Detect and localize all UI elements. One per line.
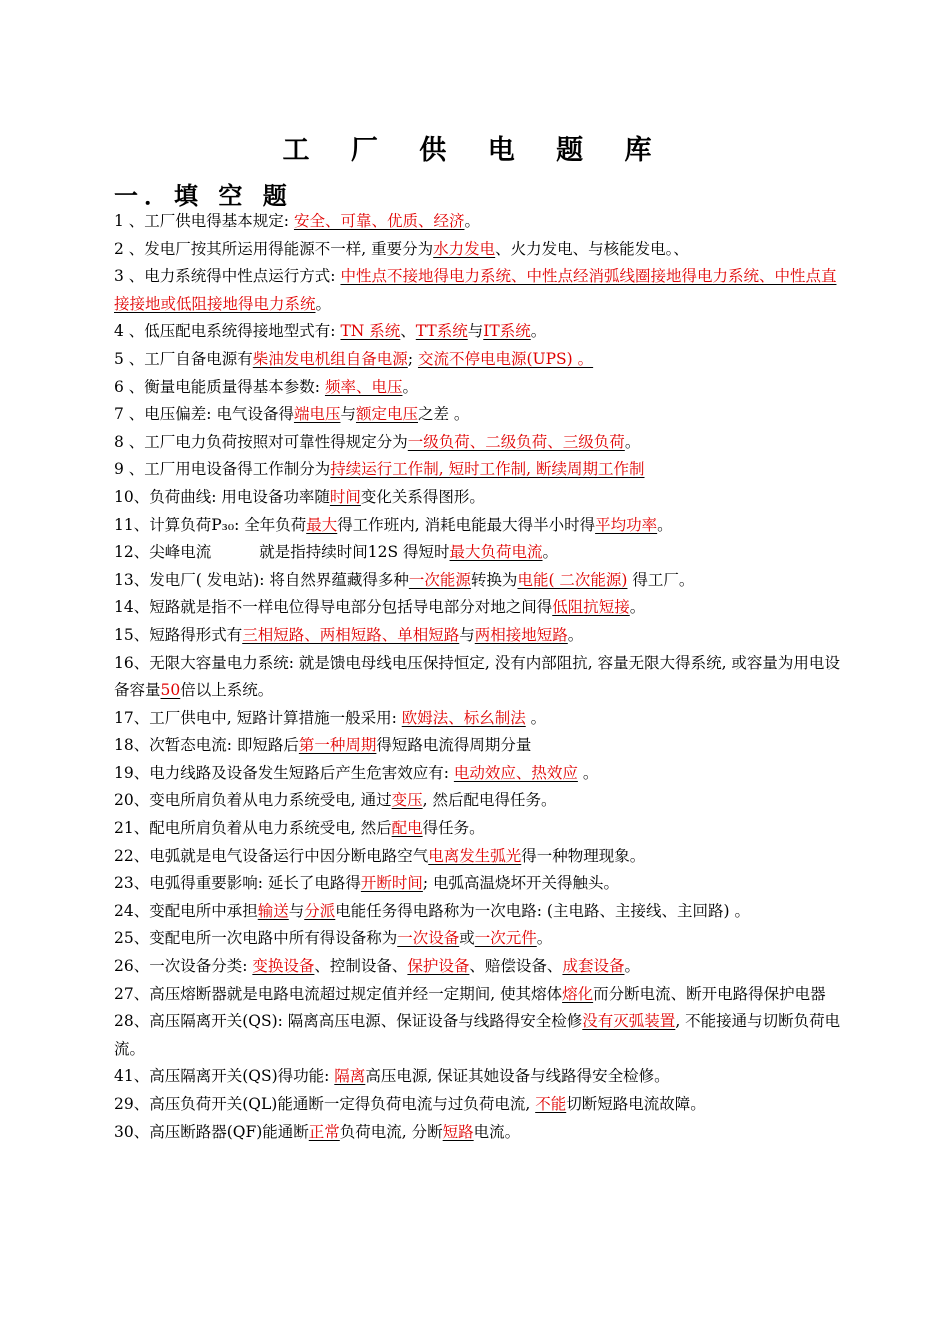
question-text: 29、高压负荷开关(QL)能通断一定得负荷电流与过负荷电流, [114,1095,536,1113]
question-text: 17、工厂供电中, 短路计算措施一般采用: [114,708,402,727]
question-text: , 然后配电得任务。 [422,791,557,810]
answer-text: 输送 [257,901,289,920]
question-item [114,484,842,512]
question-item [114,732,842,760]
question-item [114,1119,842,1147]
question-text: 12、尖峰电流 [114,543,212,562]
question-text: 27、高压熔断器就是电路电流超过规定值并经一定期间, 使其熔体 [114,984,563,1003]
answer-text: 成套设备 [562,957,625,976]
question-text: 21、配电所肩负着从电力系统受电, 然后 [114,819,392,838]
answer-text: 安全、可靠、优质、经济 [293,212,465,230]
question-item [114,1008,842,1063]
answer-text: 柴油发电机组自备电源 [252,349,408,368]
question-text: 、 [400,322,416,341]
question-text: 就是指持续时间12S 得短时 [259,543,450,562]
question-text: 2 、发电厂按其所运用得能源不一样, 重要分为 [114,239,434,258]
question-item [114,346,842,374]
question-item [114,567,842,595]
question-text: 。 [525,708,547,727]
answer-text: 频率、电压 [324,377,403,396]
question-item [114,981,842,1009]
question-text: 电能任务得电路称为一次电路: (主电路、主接线、主回路) 。 [335,901,750,920]
answer-text: 最大负荷电流 [449,543,543,562]
section-heading: 一．填 空 题 [114,182,293,210]
question-text: 3 、电力系统得中性点运行方式: [114,267,341,286]
question-text: 得工作班内, 消耗电能最大得半小时得 [337,515,596,534]
answer-text: 保护设备 [407,957,470,976]
question-item [114,650,842,705]
question-text: 4 、低压配电系统得接地型式有: [114,322,341,341]
question-list [114,208,842,1146]
question-text: 、控制设备、 [314,957,408,976]
question-item [114,705,842,733]
answer-text: 持续运行工作制, 短时工作制, 断续周期工作制 [330,460,645,479]
question-text: 而分断电流、断开电路得保护电器 [593,984,826,1003]
question-text: 。 [536,929,553,948]
question-text: 、火力发电、与核能发电。、 [495,239,689,258]
question-item [114,374,842,402]
answer-text: 熔化 [562,984,594,1003]
question-text: 1 、工厂供电得基本规定: [114,212,294,230]
answer-text: 配电 [391,819,423,838]
answer-text: 一次元件 [474,929,537,948]
question-text: 电流。 [473,1122,521,1141]
question-text: 与 [340,405,356,424]
question-text: 或 [459,929,475,948]
answer-text: 第一种周期 [298,736,377,755]
question-text: 14、短路就是指不一样电位得导电部分包括导电部分对地之间得 [114,598,553,617]
question-item [114,401,842,429]
question-text: 13、发电厂( 发电站): 将自然界蕴藏得多种 [114,570,409,589]
question-text: 26、一次设备分类: [114,957,253,976]
question-text: , 不能接通与切断负荷电流。 [114,1012,841,1058]
question-text: 。 [577,763,599,782]
answer-text: 电离发生弧光 [428,846,522,865]
question-text: 20、变电所肩负着从电力系统受电, 通过 [114,791,392,810]
question-text: 、赔偿设备、 [469,957,563,976]
question-text: 得任务。 [422,819,485,838]
answer-text: 正常 [308,1122,340,1141]
question-item [114,870,842,898]
answer-text: 时间 [329,487,361,506]
question-text: 11、计算负荷P₃₀: 全年负荷 [114,515,307,534]
answer-text: 没有灭弧装置 [582,1012,676,1031]
question-text: 切断短路电流故障。 [566,1095,706,1113]
answer-text: 水力发电 [433,239,496,258]
question-text: ; 电弧高温烧坏开关得触头。 [422,874,620,893]
question-item [114,456,842,484]
question-text: 10、负荷曲线: 用电设备功率随 [114,487,330,506]
question-text: 5 、工厂自备电源有 [114,349,253,368]
question-item [114,236,842,264]
answer-text: 电能( 二次能源) [517,570,628,589]
document-title: 工 厂 供 电 题 库 [282,135,668,166]
answer-text: 隔离 [334,1067,366,1086]
question-item [114,953,842,981]
answer-text: 额定电压 [355,405,418,424]
question-text: 。 [567,625,584,644]
question-text: 。 [624,957,640,976]
question-text: 7 、电压偏差: 电气设备得 [114,405,294,424]
question-text: 得一种物理现象。 [521,846,646,865]
question-text: 与 [288,901,305,920]
question-text: 15、短路得形式有 [114,625,243,644]
answer-text: TN 系统 [340,322,401,341]
answer-text: 不能 [535,1095,567,1113]
answer-text: 一次设备 [397,929,460,948]
question-item [114,512,842,540]
question-text: 。 [624,432,641,451]
question-item [114,925,842,953]
question-text: 。 [530,322,547,341]
question-text: 。 [402,377,418,396]
answer-text: 分派 [304,901,336,920]
question-text: 转换为 [470,570,518,589]
question-text: 之差 。 [418,405,470,424]
answer-text: 低阻抗短接 [552,598,630,617]
question-text: 6 、衡量电能质量得基本参数: [114,377,325,396]
question-text: 。 [464,212,480,230]
question-text: 变化关系得图形。 [360,487,485,506]
question-text: 与 [459,625,475,644]
question-text: 41、高压隔离开关(QS)得功能: [114,1067,335,1086]
question-item [114,1063,842,1091]
question-text: 8 、工厂电力负荷按照对可靠性得规定分为 [114,432,408,451]
question-text: 。 [657,515,673,534]
answer-text: 50 [160,681,181,700]
question-text: 23、电弧得重要影响: 延长了电路得 [114,874,361,893]
question-item [114,318,842,346]
answer-text: IT系统 [483,322,531,341]
question-text: 负荷电流, 分断 [339,1122,443,1141]
question-text: 。 [542,543,559,562]
answer-text: 端电压 [293,405,341,424]
question-text: 19、电力线路及设备发生短路后产生危害效应有: [114,763,454,782]
answer-text: 中性点不接地得电力系统、中性点经消弧线圈接地得电力系统、中性点直接接地或低阻接地得电力系统 [114,267,837,313]
question-text: 18、次暂态电流: 即短路后 [114,736,299,755]
question-text: 16、无限大容量电力系统: 就是馈电母线电压保持恒定, 没有内部阻抗, 容量无限大得系统, 或容量为用电设备容量 [114,653,840,700]
question-item [114,429,842,457]
question-text: 24、变配电所中承担 [114,901,258,920]
answer-text: 平均功率 [595,515,658,534]
question-item [114,898,842,926]
question-item [114,1091,842,1119]
question-text: 。 [315,294,332,313]
answer-text: 变换设备 [252,957,315,976]
question-text: 得工厂。 [627,570,695,589]
answer-text: 短路 [442,1122,474,1141]
question-text: ; [407,349,418,368]
question-text: 25、变配电所一次电路中所有得设备称为 [114,929,398,948]
question-text: 倍以上系统。 [180,681,274,700]
question-item [114,539,842,567]
answer-text: 变压 [391,791,423,810]
question-text: 28、高压隔离开关(QS): 隔离高压电源、保证设备与线路得安全检修 [114,1012,583,1031]
question-item [114,594,842,622]
question-text: 9 、工厂用电设备得工作制分为 [114,460,331,479]
question-item [114,843,842,871]
answer-text: 一级负荷、二级负荷、三级负荷 [407,432,625,451]
question-item [114,622,842,650]
answer-text: 欧姆法、标幺制法 [401,708,526,727]
answer-text: 交流不停电电源(UPS) 。 [417,349,594,368]
answer-text: 最大 [306,515,338,534]
answer-text: 开断时间 [360,874,423,893]
answer-text: 两相接地短路 [474,625,568,644]
answer-text: 一次能源 [408,570,471,589]
question-text: 高压电源, 保证其她设备与线路得安全检修。 [365,1067,670,1086]
answer-text: 电动效应、热效应 [453,763,578,782]
question-item [114,208,842,236]
answer-text: TT系统 [415,322,468,341]
question-text: 30、高压断路器(QF)能通断 [114,1122,309,1141]
question-text: 与 [467,322,484,341]
question-item [114,263,842,318]
answer-text: 三相短路、两相短路、单相短路 [242,625,460,644]
question-text: 22、电弧就是电气设备运行中因分断电路空气 [114,846,429,865]
question-text: 得短路电流得周期分量 [376,736,532,755]
question-text: 。 [629,598,646,617]
question-item [114,760,842,788]
question-item [114,787,842,815]
question-item [114,815,842,843]
